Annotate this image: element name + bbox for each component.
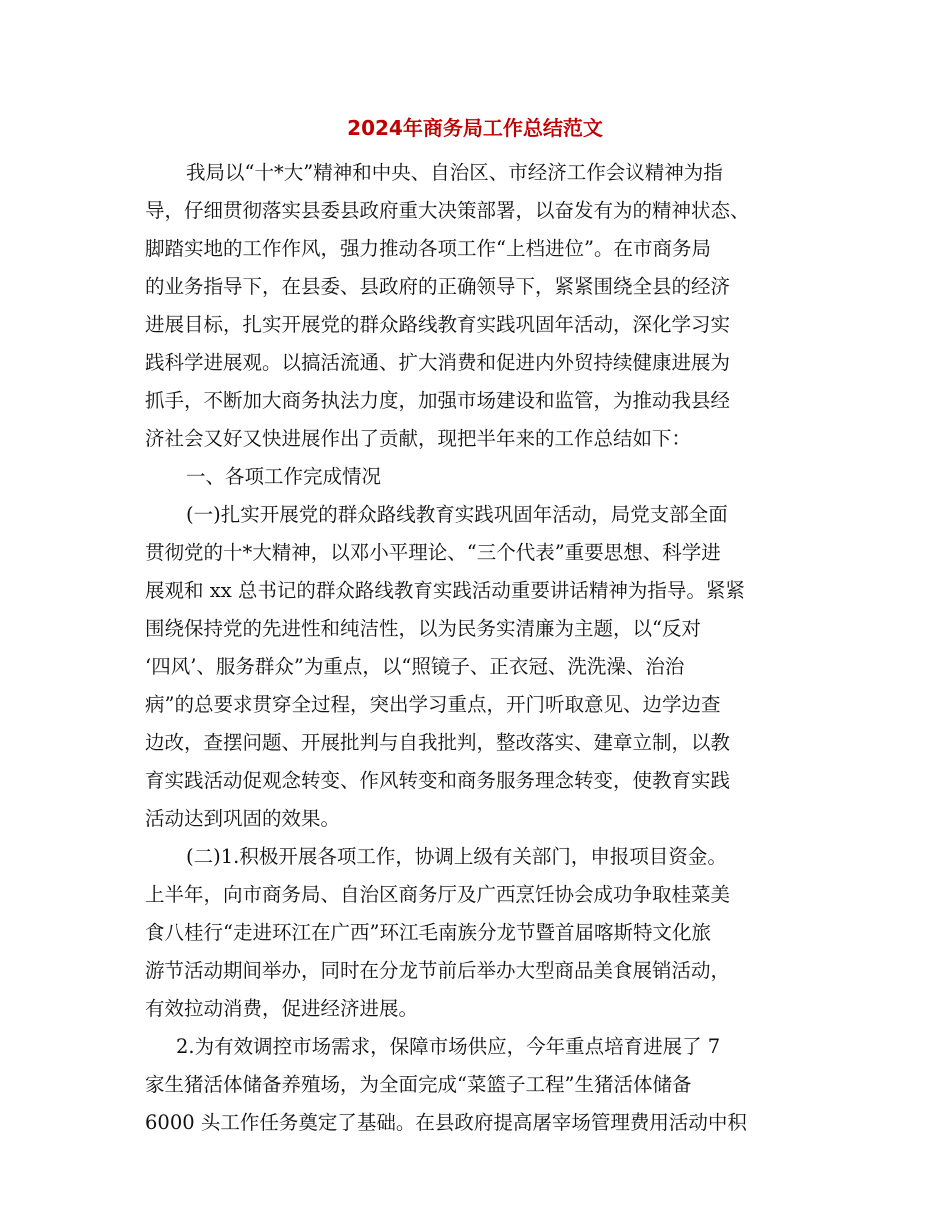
body-line: (一)扎实开展党的群众路线教育实践巩固年活动，局党支部全面 — [186, 503, 728, 526]
section-heading: 一、各项工作完成情况 — [186, 465, 382, 488]
body-line: 有效拉动消费，促进经济进展。 — [145, 997, 419, 1020]
body-line: 进展目标，扎实开展党的群众路线教育实践巩固年活动，深化学习实 — [145, 313, 731, 336]
body-line: 贯彻党的十*大精神，以邓小平理论、“三个代表”重要思想、科学进 — [145, 541, 721, 564]
body-line: 2.为有效调控市场需求，保障市场供应，今年重点培育进展了 7 — [176, 1035, 721, 1058]
body-line: 我局以“十*大”精神和中央、自治区、市经济工作会议精神为指 — [186, 161, 723, 184]
body-line: 践科学进展观。以搞活流通、扩大消费和促进内外贸持续健康进展为 — [145, 351, 731, 374]
body-line: 家生猪活体储备养殖场，为全面完成“菜篮子工程”生猪活体储备 — [145, 1073, 692, 1096]
body-line: 育实践活动促观念转变、作风转变和商务服务理念转变，使教育实践 — [145, 769, 731, 792]
body-line: 活动达到巩固的效果。 — [145, 807, 341, 830]
body-line: (二)1.积极开展各项工作，协调上级有关部门，申报项目资金。 — [186, 845, 727, 868]
body-line: 病”的总要求贯穿全过程，突出学习重点，开门听取意见、边学边查 — [145, 693, 721, 716]
body-line: 6000 头工作任务奠定了基础。在县政府提高屠宰场管理费用活动中积 — [145, 1111, 747, 1134]
body-line: 抓手，不断加大商务执法力度，加强市场建设和监管，为推动我县经 — [145, 389, 731, 412]
body-line: 脚踏实地的工作作风，强力推动各项工作“上档进位”。在市商务局 — [145, 237, 711, 260]
body-line: 展观和 xx 总书记的群众路线教育实践活动重要讲话精神为指导。紧紧 — [145, 579, 745, 602]
body-line: 围绕保持党的先进性和纯洁性，以为民务实清廉为主题，以“反对 — [145, 617, 701, 640]
body-line: 济社会又好又快进展作出了贡献，现把半年来的工作总结如下： — [145, 427, 692, 450]
body-line: ‘四风’、服务群众”为重点，以“照镜子、正衣冠、洗洗澡、治治 — [145, 655, 685, 678]
body-line: 游节活动期间举办，同时在分龙节前后举办大型商品美食展销活动， — [145, 959, 731, 982]
body-line: 边改，查摆问题、开展批判与自我批判，整改落实、建章立制，以教 — [145, 731, 731, 754]
body-line: 食八桂行“走进环江在广西”环江毛南族分龙节暨首届喀斯特文化旅 — [145, 921, 711, 944]
body-line: 导，仔细贯彻落实县委县政府重大决策部署，以奋发有为的精神状态、 — [145, 199, 750, 222]
body-line: 上半年，向市商务局、自治区商务厅及广西烹饪协会成功争取桂菜美 — [145, 883, 731, 906]
body-line: 的业务指导下，在县委、县政府的正确领导下，紧紧围绕全县的经济 — [145, 275, 731, 298]
document-title: 2024年商务局工作总结范文 — [347, 116, 603, 140]
